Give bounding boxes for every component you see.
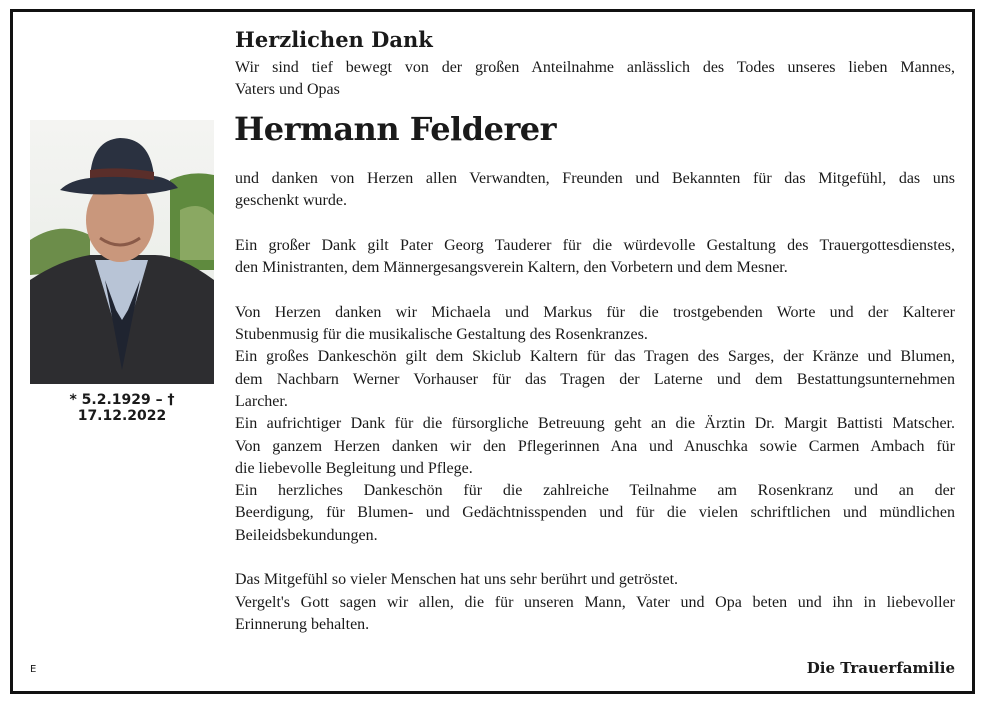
paragraph-gap: [235, 279, 955, 301]
text-line: Beerdigung, für Blumen- und Gedächtnisspenden und für die vielen schriftlichen und mündlichen: [235, 504, 955, 522]
text-line: Ein großer Dank gilt Pater Georg Tauderer für die würdevolle Gestaltung des Trauergottesdienstes,: [235, 236, 955, 254]
heading: Herzlichen Dank: [235, 27, 433, 52]
deceased-name: Hermann Felderer: [234, 110, 557, 148]
text-line: Stubenmusig für die musikalische Gestaltung des Rosenkranzes.: [235, 326, 648, 344]
text-line: Vergelt's Gott sagen wir allen, die für unseren Mann, Vater und Opa beten und ihn in liebevoller: [235, 593, 955, 611]
corner-mark: E: [30, 664, 37, 675]
body-text: [235, 168, 955, 636]
text-line: Larcher.: [235, 392, 288, 410]
paragraph: [235, 569, 955, 636]
life-dates: * 5.2.1929 – † 17.12.2022: [69, 392, 175, 424]
text-line: die liebevolle Begleitung und Pflege.: [235, 459, 473, 477]
intro-line: Wir sind tief bewegt von der großen Anteilnahme anlässlich des Todes unseres lieben Mannes,: [235, 59, 955, 76]
text-line: Von Herzen danken wir Michaela und Markus für die trostgebenden Worte und der Kalterer: [235, 303, 955, 321]
intro-line: Vaters und Opas: [235, 81, 340, 98]
text-line: Von ganzem Herzen danken wir den Pflegerinnen Ana und Anuschka sowie Carmen Ambach für: [235, 437, 955, 455]
text-line: Ein herzliches Dankeschön für die zahlreiche Teilnahme am Rosenkranz und an der: [235, 482, 955, 500]
text-line: Das Mitgefühl so vieler Menschen hat uns sehr berührt und getröstet.: [235, 571, 679, 589]
text-line: geschenkt wurde.: [235, 192, 347, 210]
paragraph: [235, 235, 955, 280]
text-line: den Ministranten, dem Männergesangsverein Kaltern, den Vorbetern und dem Mesner.: [235, 259, 788, 277]
paragraph-gap: [235, 547, 955, 569]
paragraph: [235, 168, 955, 213]
paragraph: [235, 302, 955, 547]
intro-text: [235, 57, 955, 101]
text-line: Ein großes Dankeschön gilt dem Skiclub Kaltern für das Tragen des Sarges, der Kränze und Blumen,: [235, 348, 955, 366]
text-line: Ein aufrichtiger Dank für die fürsorgliche Betreuung geht an die Ärztin Dr. Margit Battisti Matscher.: [235, 415, 955, 433]
text-line: Beileidsbekundungen.: [235, 526, 378, 544]
signature: Die Trauerfamilie: [806, 659, 955, 677]
text-line: und danken von Herzen allen Verwandten, Freunden und Bekannten für das Mitgefühl, das uns: [235, 170, 955, 187]
paragraph-gap: [235, 213, 955, 235]
portrait-photo: [30, 120, 214, 384]
text-line: Erinnerung behalten.: [235, 615, 370, 633]
text-line: dem Nachbarn Werner Vorhauser für das Tragen der Laterne und dem Bestattungsunternehmen: [235, 370, 955, 388]
